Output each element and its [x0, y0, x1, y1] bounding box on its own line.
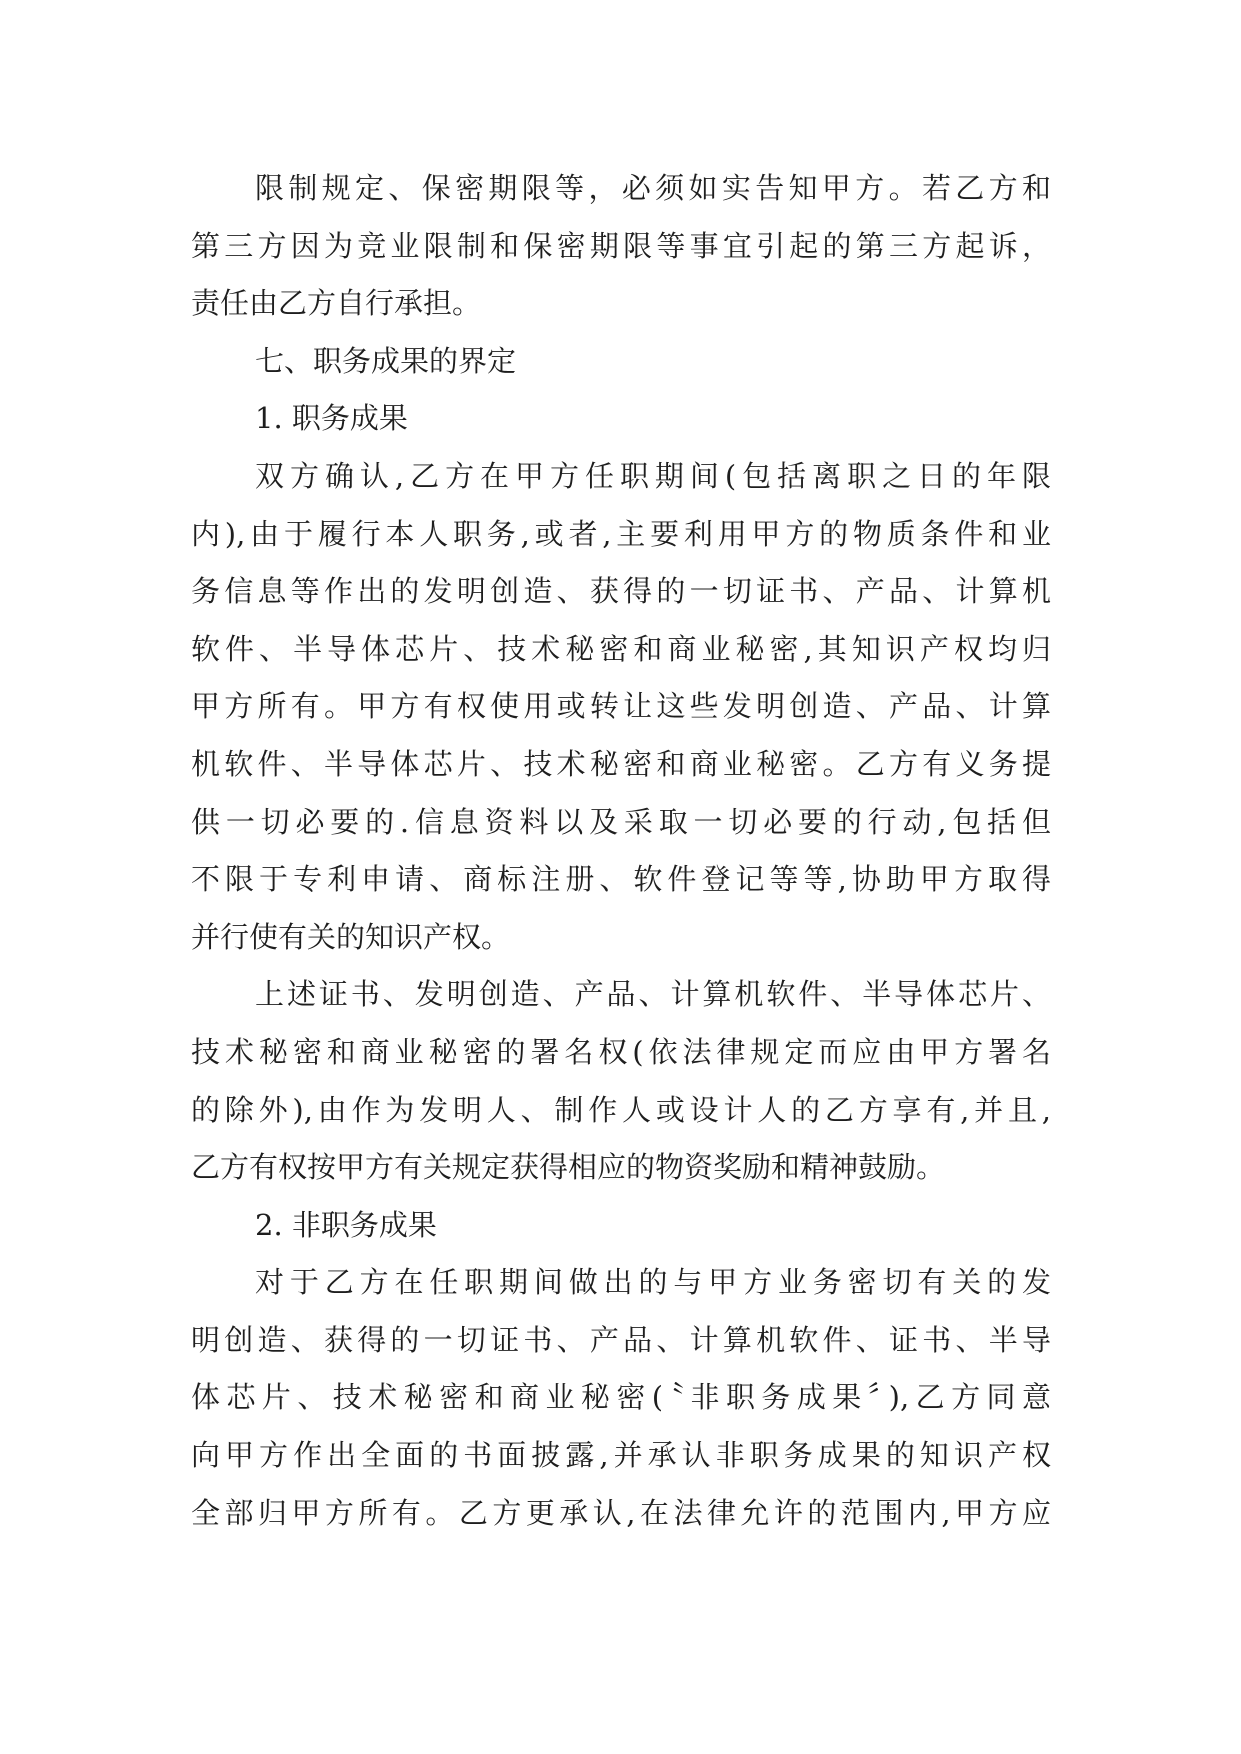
text-line: 供一切必要的.信息资料以及采取一切必要的行动,包括但	[191, 804, 1051, 839]
text-line: 体芯片、技术秘密和商业秘密(〝非职务成果〞),乙方同意	[191, 1380, 1051, 1415]
text-line: 上述证书、发明创造、产品、计算机软件、半导体芯片、	[255, 977, 1051, 1012]
text-line: 不限于专利申请、商标注册、软件登记等等,协助甲方取得	[191, 862, 1051, 897]
text-line: 机软件、半导体芯片、技术秘密和商业秘密。乙方有义务提	[191, 746, 1051, 781]
document-body	[191, 160, 1051, 1542]
text-line: 限制规定、保密期限等，必须如实告知甲方。若乙方和	[255, 171, 1051, 205]
text-line: 责任由乙方自行承担。	[191, 286, 482, 321]
text-line: 七、职务成果的界定	[255, 343, 517, 378]
text-line: 1. 职务成果	[255, 401, 408, 436]
text-line: 的除外),由作为发明人、制作人或设计人的乙方享有,并且,	[191, 1092, 1051, 1127]
text-line: 并行使有关的知识产权。	[191, 919, 511, 954]
text-line: 务信息等作出的发明创造、获得的一切证书、产品、计算机	[191, 574, 1051, 609]
text-line: 向甲方作出全面的书面披露,并承认非职务成果的知识产权	[191, 1438, 1051, 1473]
text-line: 乙方有权按甲方有关规定获得相应的物资奖励和精神鼓励。	[191, 1150, 946, 1185]
text-line: 2. 非职务成果	[255, 1207, 437, 1242]
text-line: 明创造、获得的一切证书、产品、计算机软件、证书、半导	[191, 1322, 1051, 1357]
text-line: 软件、半导体芯片、技术秘密和商业秘密,其知识产权均归	[191, 631, 1051, 666]
text-line: 内),由于履行本人职务,或者,主要利用甲方的物质条件和业	[191, 516, 1051, 551]
text-line: 技术秘密和商业秘密的署名权(依法律规定而应由甲方署名	[191, 1034, 1051, 1069]
text-line: 全部归甲方所有。乙方更承认,在法律允许的范围内,甲方应	[191, 1495, 1051, 1530]
text-line: 双方确认,乙方在甲方任职期间(包括离职之日的年限	[255, 458, 1051, 493]
text-line: 对于乙方在任职期间做出的与甲方业务密切有关的发	[255, 1265, 1051, 1300]
text-line: 甲方所有。甲方有权使用或转让这些发明创造、产品、计算	[191, 689, 1051, 724]
text-line: 第三方因为竞业限制和保密期限等事宜引起的第三方起诉，	[191, 228, 1051, 263]
